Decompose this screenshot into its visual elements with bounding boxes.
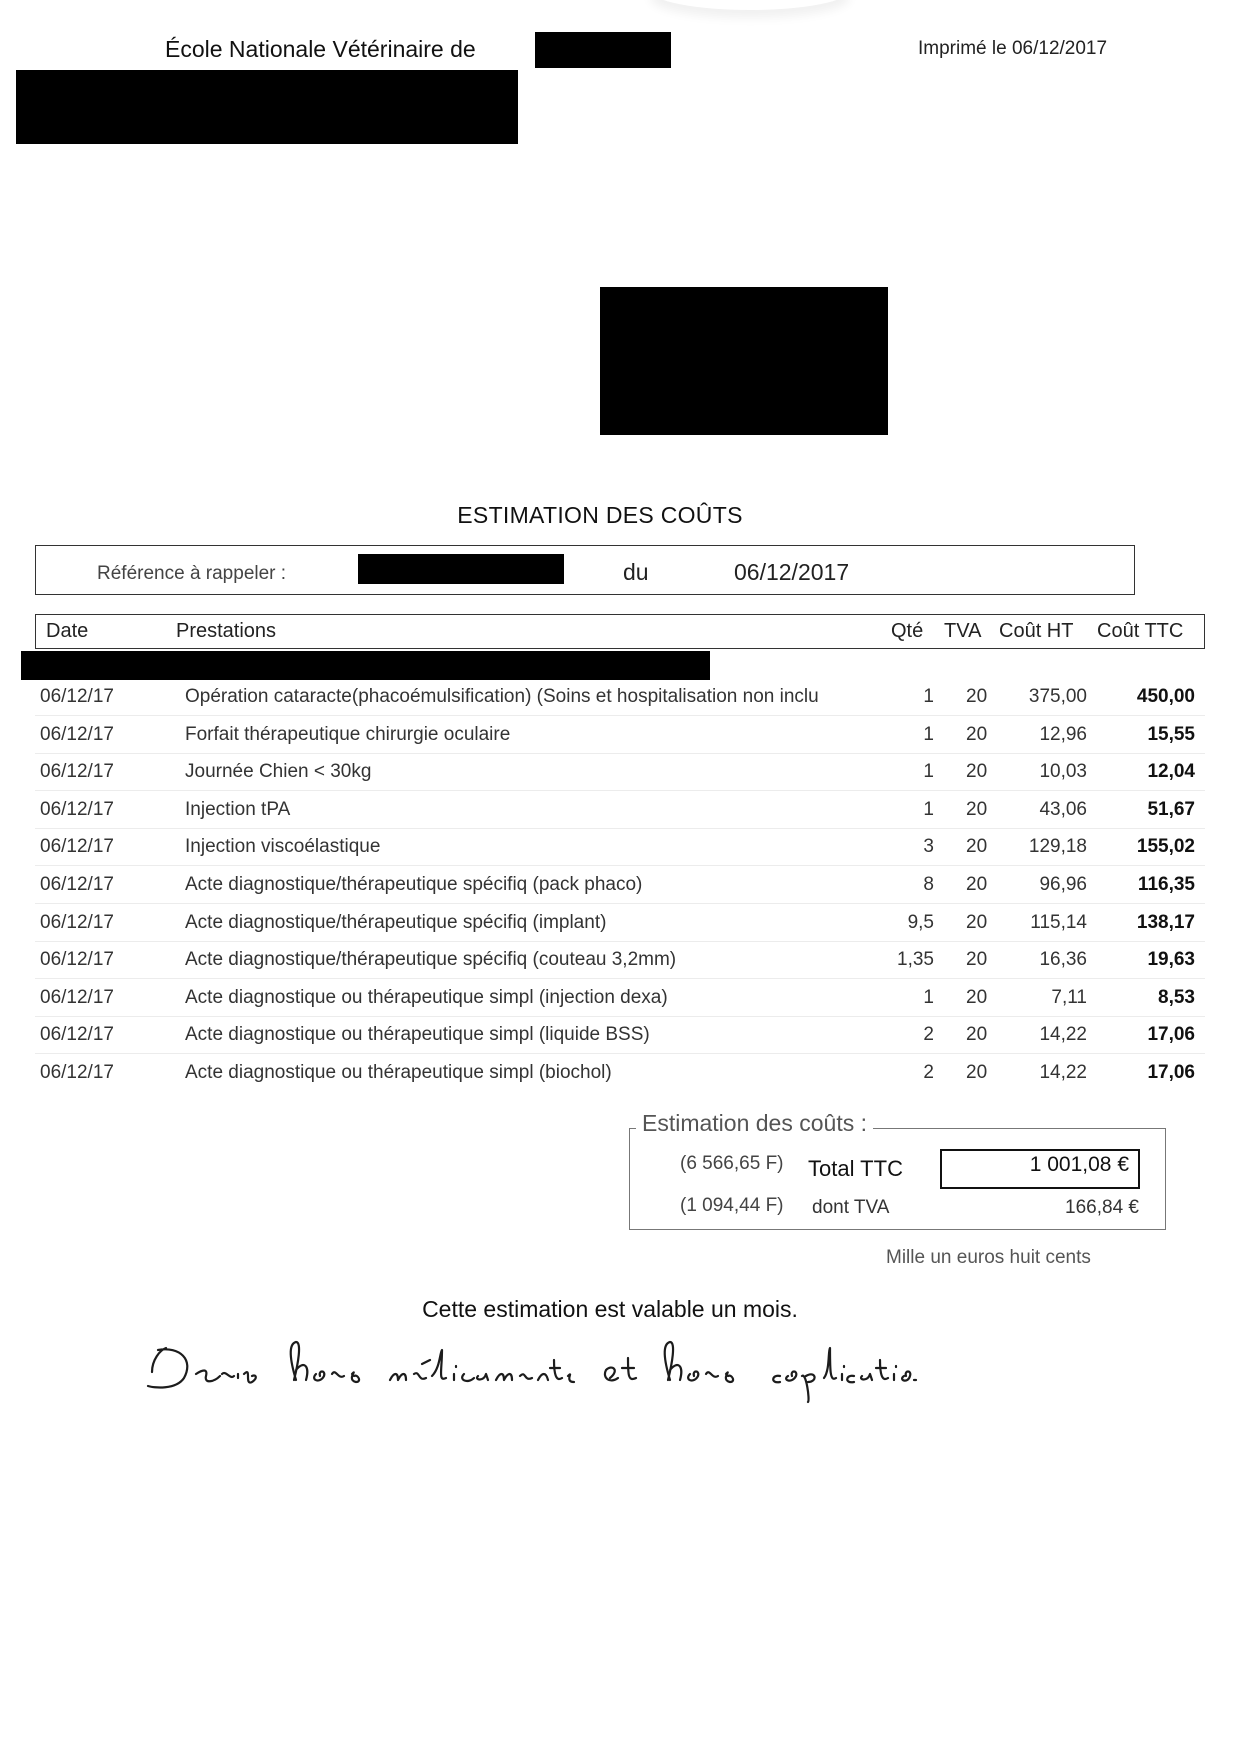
col-header-qte: Qté <box>891 620 924 642</box>
table-row <box>35 1054 1205 1091</box>
cell-prestation: Acte diagnostique ou thérapeutique simpl (injection dexa) <box>185 987 668 1008</box>
cell-tva: 20 <box>966 1062 988 1083</box>
cell-cout-ht: 16,36 <box>1039 949 1087 970</box>
cell-date: 06/12/17 <box>40 874 114 895</box>
cell-cout-ttc: 19,63 <box>1147 949 1195 970</box>
redaction-client <box>600 287 888 435</box>
table-row <box>35 866 1205 904</box>
cell-date: 06/12/17 <box>40 1024 114 1045</box>
cell-cout-ttc: 17,06 <box>1147 1062 1195 1083</box>
summary-tva-value: 166,84 € <box>1065 1197 1139 1218</box>
printed-date: Imprimé le 06/12/2017 <box>918 38 1108 59</box>
table-row <box>35 904 1205 942</box>
cell-tva: 20 <box>966 987 988 1008</box>
table-row <box>35 1016 1205 1054</box>
cell-tva: 20 <box>966 836 988 857</box>
cell-qte: 3 <box>923 836 934 857</box>
school-name: École Nationale Vétérinaire de <box>165 36 476 62</box>
col-header-prestations: Prestations <box>176 620 277 642</box>
reference-du: du <box>623 559 649 585</box>
cell-cout-ht: 10,03 <box>1039 761 1087 782</box>
cell-date: 06/12/17 <box>40 912 114 933</box>
cell-tva: 20 <box>966 761 988 782</box>
redaction-animal <box>21 651 710 680</box>
cell-qte: 1 <box>923 799 934 820</box>
redaction-reference <box>358 554 564 584</box>
cell-qte: 2 <box>923 1062 934 1083</box>
cell-cout-ttc: 155,02 <box>1136 836 1195 857</box>
redaction-school-city <box>535 32 671 68</box>
cell-tva: 20 <box>966 949 988 970</box>
cell-prestation: Acte diagnostique ou thérapeutique simpl (liquide BSS) <box>185 1024 650 1045</box>
cell-qte: 1 <box>923 686 934 707</box>
cell-cout-ht: 129,18 <box>1028 836 1087 857</box>
reference-date: 06/12/2017 <box>734 559 850 585</box>
cell-prestation: Opération cataracte(phacoémulsification) (Soins et hospitalisation non inclu <box>185 686 819 707</box>
cell-qte: 1 <box>923 761 934 782</box>
redaction-address <box>16 70 518 144</box>
cell-date: 06/12/17 <box>40 949 114 970</box>
cell-cout-ttc: 138,17 <box>1136 912 1195 933</box>
cell-date: 06/12/17 <box>40 987 114 1008</box>
cell-prestation: Forfait thérapeutique chirurgie oculaire <box>185 724 511 745</box>
cell-cout-ht: 14,22 <box>1039 1062 1087 1083</box>
cell-cout-ht: 12,96 <box>1039 724 1087 745</box>
cell-prestation: Injection tPA <box>185 799 291 820</box>
col-header-cout-ht: Coût HT <box>999 620 1074 642</box>
document-title: ESTIMATION DES COÛTS <box>457 502 743 528</box>
table-row <box>35 716 1205 754</box>
cell-cout-ttc: 450,00 <box>1136 686 1195 707</box>
validity-note: Cette estimation est valable un mois. <box>422 1296 798 1322</box>
cell-date: 06/12/17 <box>40 686 114 707</box>
summary-tva-label: dont TVA <box>812 1197 890 1218</box>
table-row <box>35 753 1205 791</box>
cell-qte: 1,35 <box>897 949 934 970</box>
scan-artifact <box>650 0 850 10</box>
cell-date: 06/12/17 <box>40 724 114 745</box>
cell-cout-ht: 375,00 <box>1028 686 1087 707</box>
cell-cout-ttc: 15,55 <box>1147 724 1195 745</box>
cell-tva: 20 <box>966 874 988 895</box>
summary-title: Estimation des coûts : <box>636 1110 873 1137</box>
cell-qte: 1 <box>923 987 934 1008</box>
cell-cout-ht: 14,22 <box>1039 1024 1087 1045</box>
cell-cout-ttc: 17,06 <box>1147 1024 1195 1045</box>
cell-cout-ttc: 12,04 <box>1147 761 1195 782</box>
table-row <box>35 828 1205 866</box>
cell-tva: 20 <box>966 912 988 933</box>
table-row <box>35 941 1205 979</box>
cell-qte: 9,5 <box>907 912 934 933</box>
cell-qte: 1 <box>923 724 934 745</box>
cell-date: 06/12/17 <box>40 799 114 820</box>
cell-cout-ht: 115,14 <box>1030 912 1087 933</box>
cell-prestation: Injection viscoélastique <box>185 836 381 857</box>
cell-prestation: Acte diagnostique ou thérapeutique simpl (biochol) <box>185 1062 612 1083</box>
cell-tva: 20 <box>966 686 988 707</box>
table-row <box>35 791 1205 829</box>
cell-cout-ttc: 51,67 <box>1147 799 1195 820</box>
summary-total-label: Total TTC <box>808 1156 903 1181</box>
cell-date: 06/12/17 <box>40 1062 114 1083</box>
cell-date: 06/12/17 <box>40 761 114 782</box>
cell-prestation: Acte diagnostique/thérapeutique spécifiq (couteau 3,2mm) <box>185 949 677 970</box>
table-row <box>35 678 1205 716</box>
summary-tva-francs: (1 094,44 F) <box>680 1195 784 1216</box>
cell-tva: 20 <box>966 799 988 820</box>
handwritten-note-drawing <box>140 1330 920 1410</box>
total-in-words: Mille un euros huit cents <box>886 1247 1091 1268</box>
col-header-cout-ttc: Coût TTC <box>1097 620 1184 642</box>
cell-date: 06/12/17 <box>40 836 114 857</box>
cell-prestation: Acte diagnostique/thérapeutique spécifiq (pack phaco) <box>185 874 643 895</box>
summary-total-value: 1 001,08 € <box>1029 1153 1129 1176</box>
col-header-date: Date <box>46 620 89 642</box>
cell-tva: 20 <box>966 724 988 745</box>
reference-label: Référence à rappeler : <box>97 563 287 584</box>
cell-prestation: Acte diagnostique/thérapeutique spécifiq (implant) <box>185 912 607 933</box>
cell-tva: 20 <box>966 1024 988 1045</box>
cell-cout-ttc: 116,35 <box>1137 874 1195 895</box>
cell-qte: 2 <box>923 1024 934 1045</box>
cell-cout-ht: 43,06 <box>1039 799 1087 820</box>
cell-cout-ht: 96,96 <box>1039 874 1087 895</box>
table-row <box>35 979 1205 1017</box>
cell-prestation: Journée Chien < 30kg <box>185 761 372 782</box>
cell-qte: 8 <box>923 874 934 895</box>
cell-cout-ttc: 8,53 <box>1158 987 1195 1008</box>
cell-cout-ht: 7,11 <box>1051 987 1087 1008</box>
summary-total-francs: (6 566,65 F) <box>680 1153 784 1174</box>
col-header-tva: TVA <box>944 620 982 642</box>
